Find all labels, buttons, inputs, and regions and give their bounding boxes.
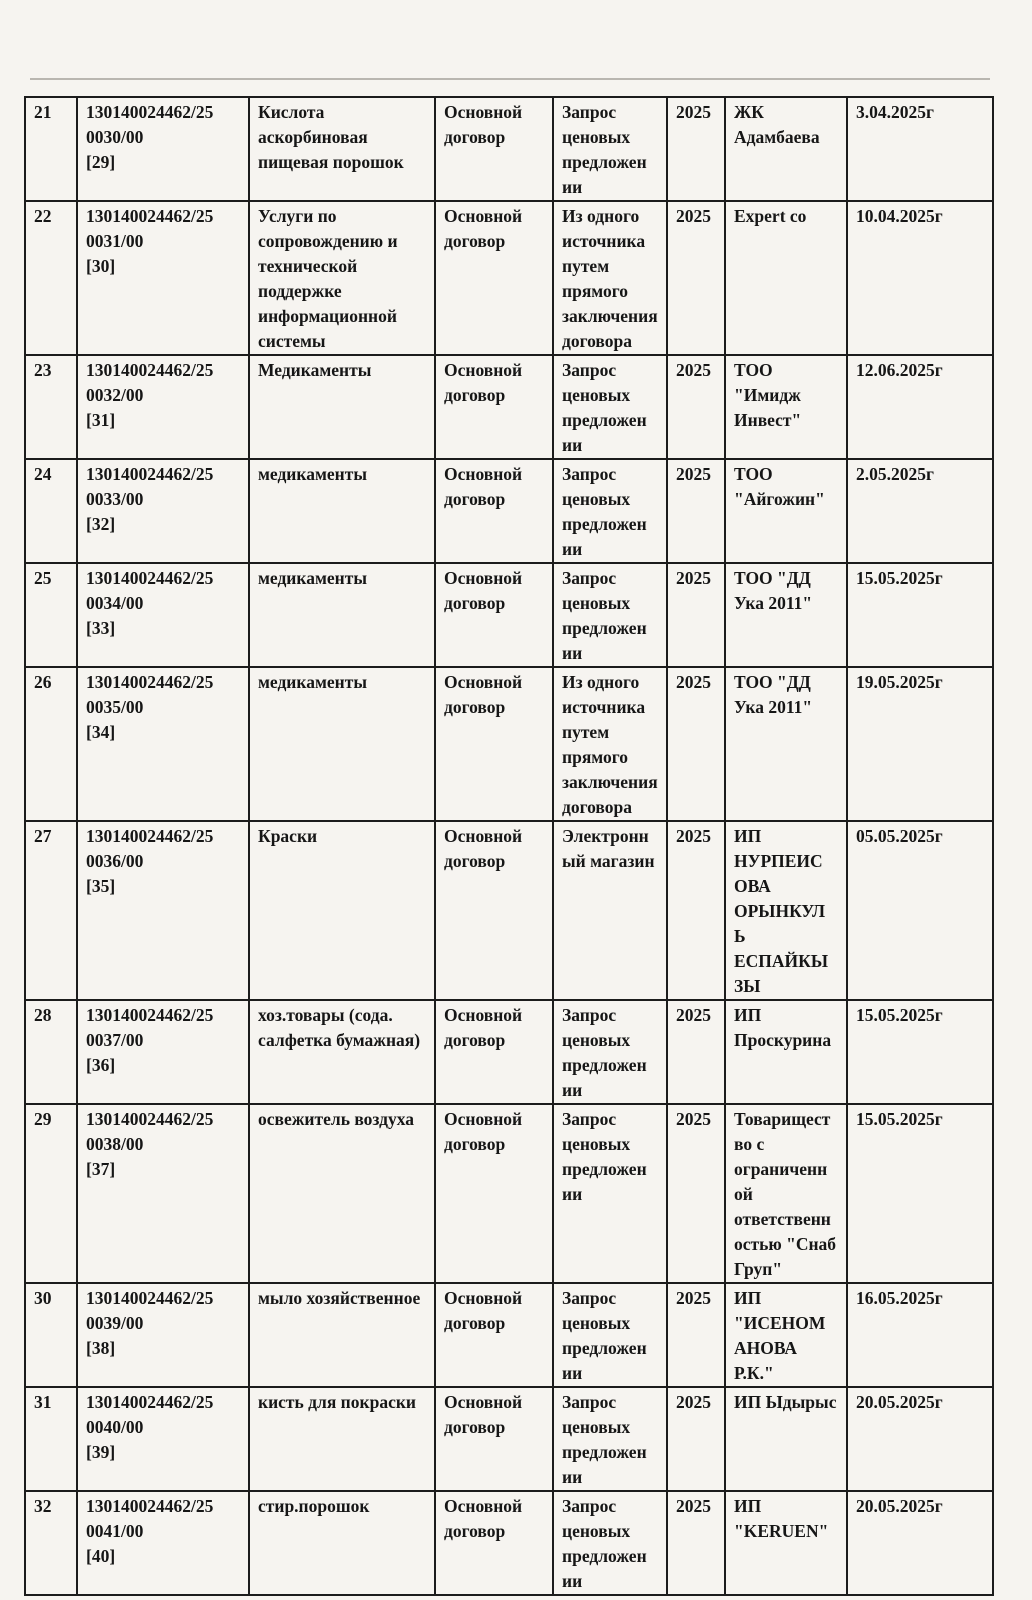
registry-number-line: 130140024462/25 (86, 672, 214, 692)
contract-date: 15.05.2025г (847, 563, 993, 667)
contract-type: Основной договор (435, 459, 553, 563)
registry-number-line: [39] (86, 1442, 116, 1462)
table-row (25, 563, 993, 667)
contract-type: Основной договор (435, 355, 553, 459)
contract-date: 05.05.2025г (847, 821, 993, 1000)
row-number: 29 (25, 1104, 77, 1283)
contract-type: Основной договор (435, 1000, 553, 1104)
purchase-subject: медикаменты (249, 667, 435, 821)
top-rule (30, 78, 990, 80)
registry-number-line: 130140024462/25 (86, 464, 214, 484)
registry-number (77, 355, 249, 459)
registry-number-line: [33] (86, 618, 116, 638)
procurement-method: Запрос ценовых предложен ии (553, 1104, 667, 1283)
registry-number-line: 0041/00 (86, 1521, 144, 1541)
contract-date: 15.05.2025г (847, 1000, 993, 1104)
registry-number-line: [30] (86, 256, 116, 276)
contract-year: 2025 (667, 1104, 725, 1283)
registry-number (77, 667, 249, 821)
registry-number-line: 130140024462/25 (86, 102, 214, 122)
purchase-subject: медикаменты (249, 563, 435, 667)
registry-number-line: 130140024462/25 (86, 360, 214, 380)
contract-date: 16.05.2025г (847, 1283, 993, 1387)
purchase-subject: освежитель воздуха (249, 1104, 435, 1283)
registry-number-line: 130140024462/25 (86, 1392, 214, 1412)
contract-date: 3.04.2025г (847, 97, 993, 201)
purchase-subject: хоз.товары (сода. салфетка бумажная) (249, 1000, 435, 1104)
registry-number-line: 130140024462/25 (86, 1109, 214, 1129)
table-row (25, 201, 993, 355)
procurement-method: Запрос ценовых предложен ии (553, 355, 667, 459)
registry-number-line: 130140024462/25 (86, 1288, 214, 1308)
registry-number-line: [34] (86, 722, 116, 742)
procurement-method: Запрос ценовых предложен ии (553, 1387, 667, 1491)
contract-type: Основной договор (435, 821, 553, 1000)
procurement-method: Запрос ценовых предложен ии (553, 1491, 667, 1595)
procurement-method: Запрос ценовых предложен ии (553, 1283, 667, 1387)
registry-number-line: 130140024462/25 (86, 206, 214, 226)
contract-date: 12.06.2025г (847, 355, 993, 459)
contract-date: 15.05.2025г (847, 1104, 993, 1283)
contract-date: 20.05.2025г (847, 1387, 993, 1491)
supplier-name: ИП "KERUEN" (725, 1491, 847, 1595)
registry-number (77, 821, 249, 1000)
row-number: 28 (25, 1000, 77, 1104)
table-row (25, 1283, 993, 1387)
purchase-subject: Краски (249, 821, 435, 1000)
contract-date: 19.05.2025г (847, 667, 993, 821)
registry-number-line: 0040/00 (86, 1417, 144, 1437)
purchase-subject: Медикаменты (249, 355, 435, 459)
contract-type: Основной договор (435, 201, 553, 355)
registry-number (77, 1491, 249, 1595)
registry-number-line: 130140024462/25 (86, 1005, 214, 1025)
table-row (25, 459, 993, 563)
contract-year: 2025 (667, 201, 725, 355)
supplier-name: ТОО "Айгожин" (725, 459, 847, 563)
contract-type: Основной договор (435, 563, 553, 667)
registry-number-line: [40] (86, 1546, 116, 1566)
contract-year: 2025 (667, 1283, 725, 1387)
contracts-table (24, 96, 994, 1596)
contract-year: 2025 (667, 563, 725, 667)
registry-number-line: 0030/00 (86, 127, 144, 147)
supplier-name: ИП "ИСЕНОМ АНОВА Р.К." (725, 1283, 847, 1387)
contract-year: 2025 (667, 667, 725, 821)
table-row (25, 667, 993, 821)
registry-number (77, 563, 249, 667)
purchase-subject: медикаменты (249, 459, 435, 563)
registry-number (77, 97, 249, 201)
registry-number-line: 0039/00 (86, 1313, 144, 1333)
procurement-method: Из одного источника путем прямого заключения договора (553, 667, 667, 821)
procurement-method: Запрос ценовых предложен ии (553, 563, 667, 667)
row-number: 22 (25, 201, 77, 355)
row-number: 23 (25, 355, 77, 459)
registry-number (77, 1000, 249, 1104)
registry-number-line: 0038/00 (86, 1134, 144, 1154)
row-number: 26 (25, 667, 77, 821)
purchase-subject: стир.порошок (249, 1491, 435, 1595)
row-number: 31 (25, 1387, 77, 1491)
registry-number-line: 0036/00 (86, 851, 144, 871)
row-number: 27 (25, 821, 77, 1000)
supplier-name: ТОО "ДД Ука 2011" (725, 563, 847, 667)
table-row (25, 1000, 993, 1104)
contract-date: 10.04.2025г (847, 201, 993, 355)
registry-number (77, 201, 249, 355)
registry-number-line: 130140024462/25 (86, 568, 214, 588)
contract-year: 2025 (667, 459, 725, 563)
procurement-method: Запрос ценовых предложен ии (553, 459, 667, 563)
procurement-method: Запрос ценовых предложен ии (553, 97, 667, 201)
registry-number-line: [32] (86, 514, 116, 534)
registry-number-line: [38] (86, 1338, 116, 1358)
contract-year: 2025 (667, 821, 725, 1000)
table-row (25, 355, 993, 459)
row-number: 21 (25, 97, 77, 201)
registry-number-line: 0031/00 (86, 231, 144, 251)
contract-date: 20.05.2025г (847, 1491, 993, 1595)
registry-number (77, 1387, 249, 1491)
contract-type: Основной договор (435, 1283, 553, 1387)
supplier-name: ИП Проскурина (725, 1000, 847, 1104)
contract-year: 2025 (667, 355, 725, 459)
contract-year: 2025 (667, 1000, 725, 1104)
contract-year: 2025 (667, 97, 725, 201)
registry-number (77, 1283, 249, 1387)
registry-number-line: [37] (86, 1159, 116, 1179)
contract-type: Основной договор (435, 1491, 553, 1595)
table-row (25, 1491, 993, 1595)
procurement-method: Запрос ценовых предложен ии (553, 1000, 667, 1104)
purchase-subject: мыло хозяйственное (249, 1283, 435, 1387)
contract-type: Основной договор (435, 1104, 553, 1283)
registry-number-line: 0032/00 (86, 385, 144, 405)
table-row (25, 821, 993, 1000)
contract-year: 2025 (667, 1387, 725, 1491)
contract-type: Основной договор (435, 1387, 553, 1491)
registry-number-line: [36] (86, 1055, 116, 1075)
supplier-name: ЖК Адамбаева (725, 97, 847, 201)
table-row (25, 1104, 993, 1283)
row-number: 24 (25, 459, 77, 563)
supplier-name: ИП НУРПЕИС ОВА ОРЫНКУЛ Ь ЕСПАЙКЫ ЗЫ (725, 821, 847, 1000)
table-row (25, 1387, 993, 1491)
procurement-method: Электронн ый магазин (553, 821, 667, 1000)
procurement-method: Из одного источника путем прямого заключения договора (553, 201, 667, 355)
registry-number-line: 0033/00 (86, 489, 144, 509)
supplier-name: ТОО "Имидж Инвест" (725, 355, 847, 459)
registry-number-line: 130140024462/25 (86, 826, 214, 846)
registry-number (77, 459, 249, 563)
row-number: 30 (25, 1283, 77, 1387)
registry-number-line: 130140024462/25 (86, 1496, 214, 1516)
registry-number-line: 0034/00 (86, 593, 144, 613)
row-number: 25 (25, 563, 77, 667)
contract-date: 2.05.2025г (847, 459, 993, 563)
supplier-name: Expert co (725, 201, 847, 355)
registry-number-line: [35] (86, 876, 116, 896)
registry-number-line: 0037/00 (86, 1030, 144, 1050)
row-number: 32 (25, 1491, 77, 1595)
table-row (25, 97, 993, 201)
purchase-subject: кисть для покраски (249, 1387, 435, 1491)
registry-number-line: [29] (86, 152, 116, 172)
purchase-subject: Услуги по сопровождению и технической поддержке информационной системы (249, 201, 435, 355)
contract-type: Основной договор (435, 97, 553, 201)
supplier-name: ТОО "ДД Ука 2011" (725, 667, 847, 821)
registry-number (77, 1104, 249, 1283)
supplier-name: ИП Ыдырыс (725, 1387, 847, 1491)
contract-type: Основной договор (435, 667, 553, 821)
supplier-name: Товарищест во с ограниченн ой ответственн остью "Снаб Груп" (725, 1104, 847, 1283)
contract-year: 2025 (667, 1491, 725, 1595)
registry-number-line: 0035/00 (86, 697, 144, 717)
registry-number-line: [31] (86, 410, 116, 430)
purchase-subject: Кислота аскорбиновая пищевая порошок (249, 97, 435, 201)
